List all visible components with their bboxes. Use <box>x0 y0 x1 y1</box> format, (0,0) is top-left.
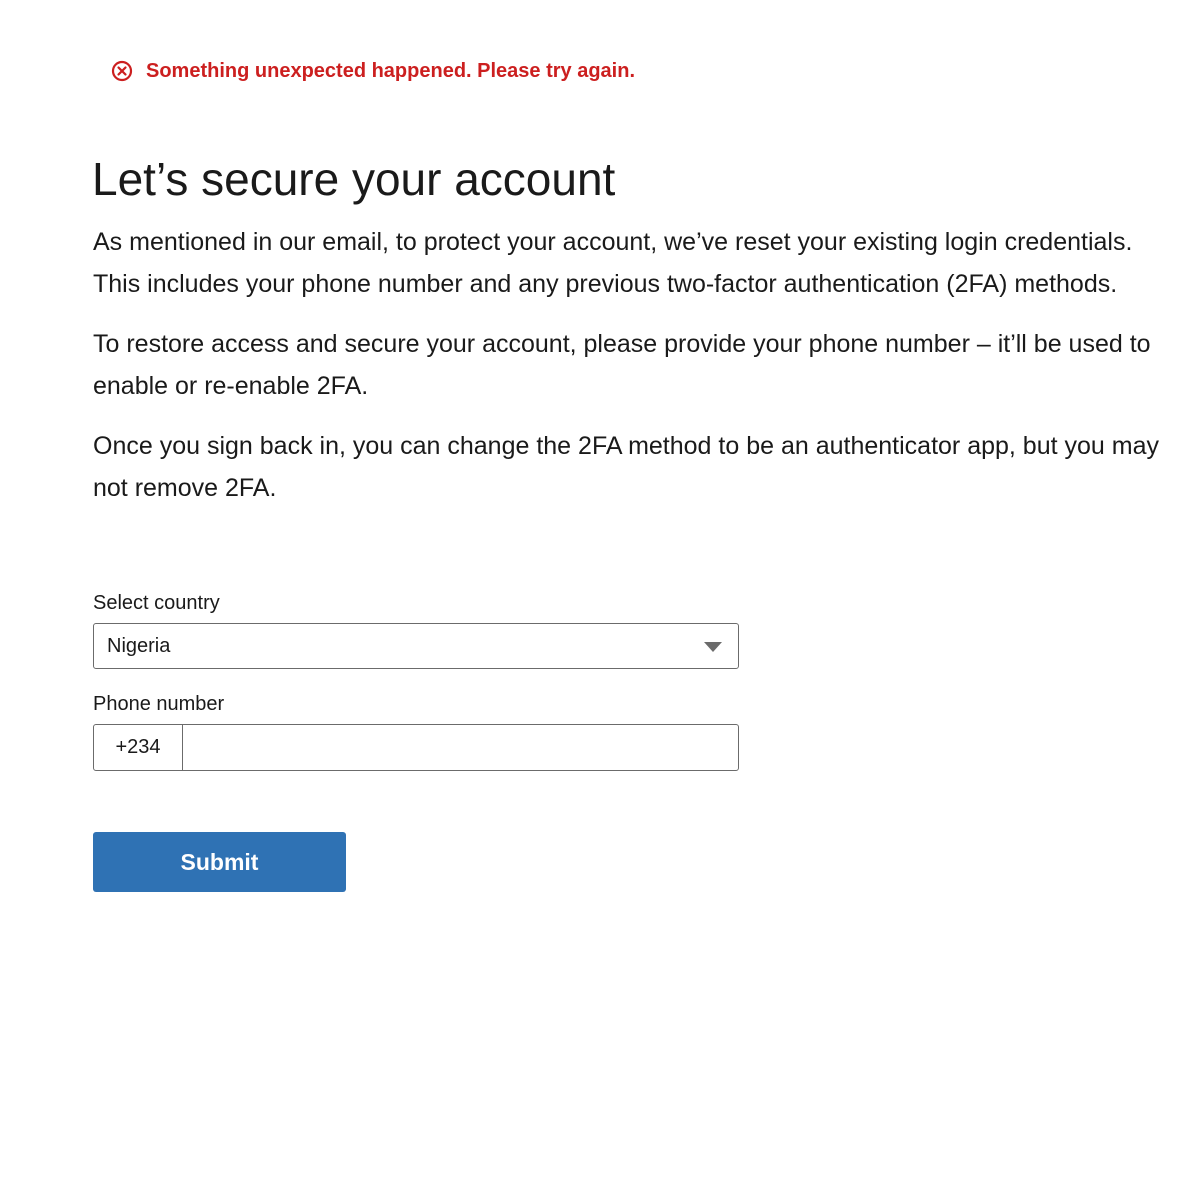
phone-country-code: +234 <box>94 725 183 770</box>
intro-paragraph-1: As mentioned in our email, to protect your account, we’ve reset your existing login credentials. This includes your phone number and any previous two-factor authentication (2FA) methods. <box>93 228 1133 298</box>
country-selected-value: Nigeria <box>107 635 171 657</box>
error-message: Something unexpected happened. Please try again. <box>146 60 636 82</box>
error-circle-x-icon <box>111 60 133 82</box>
country-select[interactable] <box>93 623 739 669</box>
error-banner <box>111 58 635 84</box>
phone-label: Phone number <box>93 693 225 715</box>
phone-field-group <box>93 724 739 771</box>
intro-paragraph-3: Once you sign back in, you can change the 2FA method to be an authenticator app, but you may not remove 2FA. <box>93 432 1159 502</box>
intro-text <box>93 221 1168 527</box>
intro-paragraph-2: To restore access and secure your account, please provide your phone number – it’ll be used to enable or re-enable 2FA. <box>93 330 1151 400</box>
country-label: Select country <box>93 592 220 614</box>
submit-button[interactable]: Submit <box>93 832 346 892</box>
chevron-down-icon <box>704 642 722 652</box>
page-title: Let’s secure your account <box>92 153 616 205</box>
phone-number-input[interactable] <box>183 725 738 770</box>
